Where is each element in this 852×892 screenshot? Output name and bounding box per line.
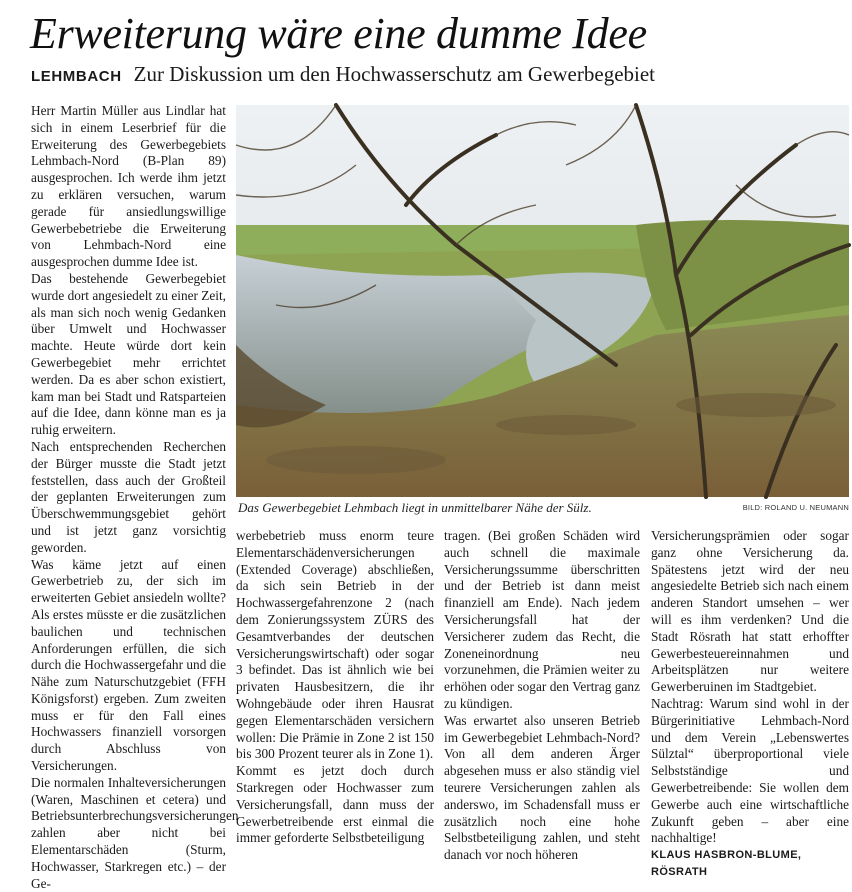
paragraph: Kommt es jetzt doch durch Starkregen oder Hochwasser zum Versicherungsfall, dann muss der Gewerbetreibende erst einmal die immer geforderte Selbstbeteiligung: [236, 763, 434, 846]
paragraph: Nach entsprechenden Recherchen der Bürger musste die Stadt jetzt feststellen, dass auch der Großteil der geplanten Erweiterungen zum Überschwemmungsgebiet gehört und ist jetzt ganz vorsichtig geworden.: [31, 438, 226, 555]
article-photo: [236, 105, 849, 497]
author-place: RÖSRATH: [651, 865, 708, 878]
headline: Erweiterung wäre eine dumme Idee: [30, 9, 647, 58]
paragraph: Die normalen Inhalteversicherungen (Waren, Maschinen et cetera) und Betriebsunterbrechungsversicherungen zahlen aber nicht bei Elementarschäden (Sturm, Hochwasser, Starkregen etc.) – der Ge-: [31, 774, 239, 891]
author-name: KLAUS HASBRON-BLUME,: [651, 849, 802, 862]
article-column-2: [236, 528, 434, 873]
paragraph: Das bestehende Gewerbegebiet wurde dort angesiedelt zu einer Zeit, als man sich noch wenig Gedanken über Umwelt und Hochwasser machte. Heute würde dort kein Gewerbegebiet mehr errichtet werden. Da es aber schon existiert, kam man bei Stadt und Ratsparteien auf die Idee, dann könne man es ja ruhig erweitern.: [31, 270, 226, 438]
kicker-row: [31, 62, 655, 87]
location-kicker: LEHMBACH: [31, 68, 122, 85]
article-column-4: [651, 528, 849, 878]
caption-text: Das Gewerbegebiet Lehmbach liegt in unmittelbarer Nähe der Sülz.: [238, 500, 592, 515]
paragraph: werbebetrieb muss enorm teure Elementarschädenversicherungen (Extended Coverage) abschließen, da sich sein Betrieb in der Hochwassergefahrenzone 2 (nach dem Zonierungssystem ZÜRS des Gesamtverbandes der deutschen Versicherungswirtschaft) oder sogar 3 befindet. Das ist ähnlich wie bei privaten Hausbesitzern, die ihr Wohngebäude oder ihren Hausrat gegen Elementarschäden versichern wollen: Die Prämie in Zone 2 ist 150 bis 300 Prozent teurer als in Zone 1).: [236, 528, 434, 762]
photo-credit: BILD: ROLAND U. NEUMANN: [742, 503, 849, 512]
paragraph: Versicherungsprämien oder sogar ganz ohne Versicherung da. Spätestens jetzt wird der neu angesiedelte Betrieb sich nach einem anderen Standort umsehen – wer will es ihm verdenken? Und die Stadt Rösrath hat statt erhoffter Gewerbesteuereinnahmen und Arbeitsplätzen nur weitere Gewerberuinen im Stadtgebiet.: [651, 528, 849, 695]
article-column-1: [31, 103, 239, 891]
paragraph: Nachtrag: Warum sind wohl in der Bürgerinitiative Lehmbach-Nord und dem Verein „Lebenswertes Sülztal“ überproportional viele Selbstständige und Gewerbetreibende: Sie wollen dem Gewerbe auch eine wirtschaftliche Zukunft geben – aber eine nachhaltige!: [651, 695, 849, 846]
subheadline: Zur Diskussion um den Hochwasserschutz am Gewerbegebiet: [133, 62, 656, 86]
paragraph: Was erwartet also unseren Betrieb im Gewerbegebiet Lehmbach-Nord? Von all dem anderen Ärger abgesehen muss er also ständig viel teurere Versicherungen zahlen als anderswo, im Schadensfall muss er zusätzlich noch eine hohe Selbstbeteiligung zahlen, und steht danach vor noch höheren: [444, 712, 640, 863]
paragraph: Was käme jetzt auf einen Gewerbetrieb zu, der sich im erweiterten Gebiet ansiedeln wollte? Als erstes müsste er die zusätzlichen baulichen und technischen Anforderungen erfüllen, die sich durch die Hochwassergefahr und die Nähe zum Naturschutzgebiet (FFH Königsforst) ergeben. Zum zweiten muss er für den Fall eines Hochwassers finanziell vorsorgen durch Abschluss von Versicherungen.: [31, 556, 226, 774]
article-column-3: [444, 528, 640, 873]
paragraph: tragen. (Bei großen Schäden wird auch schnell die maximale Versicherungssumme überschritten und der Betrieb ist dann meist finanziell am Ende). Nach jedem Versicherungsfall hat der Versicherer zudem das Recht, die Zoneneinordnung neu vorzunehmen, die Prämien weiter zu erhöhen oder sogar den Vertrag ganz zu kündigen.: [444, 528, 640, 711]
photo-caption: [238, 500, 849, 518]
paragraph: Herr Martin Müller aus Lindlar hat sich in einem Leserbrief für die Erweiterung des Gewerbegebiets Lehmbach-Nord (B-Plan 89) ausgesprochen. Ich werde ihm jetzt zu erklären versuchen, warum gerade für ansiedlungswillige Gewerbebetriebe die Erweiterung von Lehmbach-Nord eine ausgesprochen dumme Idee ist.: [31, 103, 226, 270]
